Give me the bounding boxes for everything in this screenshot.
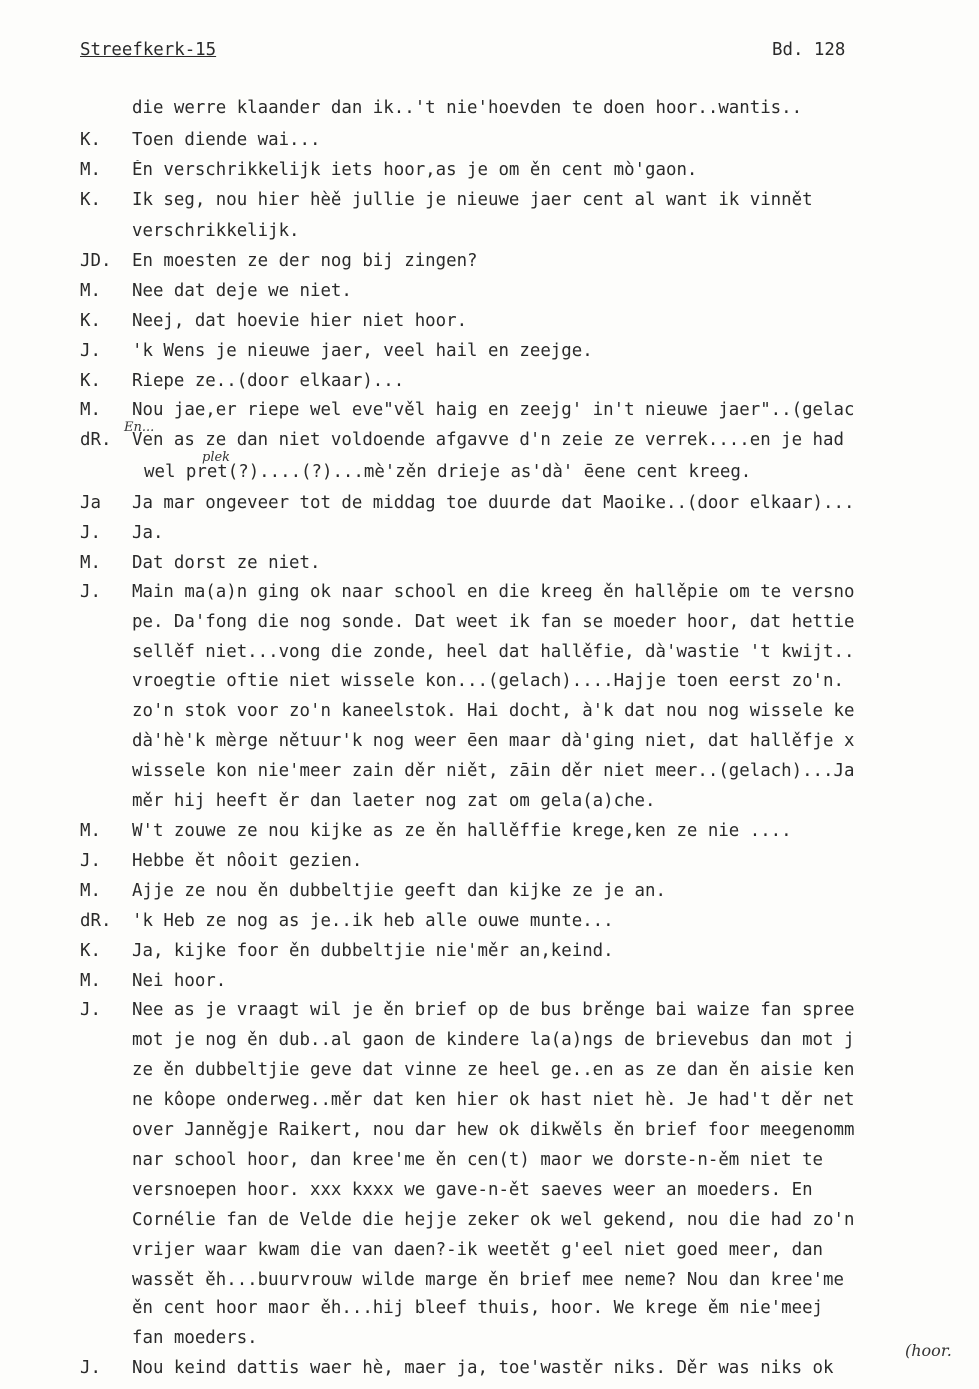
transcript-line [0, 821, 979, 851]
transcript-line [0, 1030, 979, 1060]
transcript-line [0, 371, 979, 401]
speaker-label: K. [80, 130, 101, 150]
utterance-text: Ja, kijke foor ěn dubbeltjie nie'měr an,keind. [132, 941, 614, 961]
speaker-label: M. [80, 281, 101, 301]
transcript-line [0, 582, 979, 612]
utterance-text: En moesten ze der nog bij zingen? [132, 251, 478, 271]
utterance-text: Nee dat deje we niet. [132, 281, 352, 301]
speaker-label: J. [80, 523, 101, 543]
transcript-line [0, 1060, 979, 1090]
utterance-text: zo'n stok voor zo'n kaneelstok. Hai docht, à'k dat nou nog wissele ke [132, 701, 855, 721]
transcript-line [0, 881, 979, 911]
handwritten-note-plek: plek [202, 450, 231, 465]
speaker-label: K. [80, 371, 101, 391]
transcript-line [0, 761, 979, 791]
transcript-line [0, 1298, 979, 1328]
handwritten-note-en: En... [124, 420, 155, 435]
utterance-text: měr hij heeft ěr dan laeter nog zat om gela(a)che. [132, 791, 656, 811]
speaker-label: M. [80, 821, 101, 841]
utterance-text: wissele kon nie'meer zain děr niět, zāin děr niet meer..(gelach)...Ja [132, 761, 855, 781]
utterance-text: Nei hoor. [132, 971, 227, 991]
speaker-label: J. [80, 851, 101, 871]
transcript-line [0, 1150, 979, 1180]
utterance-text: Main ma(a)n ging ok naar school en die kreeg ěn hallěpie om te versno [132, 582, 855, 602]
utterance-text: over Janněgje Raikert, nou dar hew ok dikwěls ěn brief foor meegenomm [132, 1120, 855, 1140]
utterance-text: Nee as je vraagt wil je ěn brief op de bus brěnge bai waize fan spree [132, 1000, 855, 1020]
utterance-text: Ik seg, nou hier hèě jullie je nieuwe jaer cent al want ik vinnět [132, 190, 813, 210]
speaker-label: M. [80, 971, 101, 991]
transcript-line [0, 1358, 979, 1388]
speaker-label: K. [80, 941, 101, 961]
speaker-label: JD. [80, 251, 112, 271]
transcript-line [0, 851, 979, 881]
transcript-line [0, 160, 979, 190]
utterance-text: Ěn verschrikkelijk iets hoor,as je om ěn cent mò'gaon. [132, 160, 698, 180]
transcript-line [0, 462, 979, 492]
document-title: Streefkerk-15 [80, 40, 217, 60]
utterance-text: Ja. [132, 523, 164, 543]
utterance-text: Toen diende wai... [132, 130, 321, 150]
speaker-label: J. [80, 582, 101, 602]
transcript-line [0, 1180, 979, 1210]
transcript-line [0, 671, 979, 701]
transcript-line [0, 642, 979, 672]
transcript-line [0, 941, 979, 971]
utterance-text: mot je nog ěn dub..al gaon de kindere la(a)ngs de brievebus dan mot j [132, 1030, 855, 1050]
transcript-line [0, 1210, 979, 1240]
transcript-line [0, 1000, 979, 1030]
transcript-line [0, 1270, 979, 1300]
utterance-text: nar school hoor, dan kree'me ěn cen(t) maor we dorste-n-ěm niet te [132, 1150, 824, 1170]
speaker-label: dR. [80, 430, 112, 450]
transcript-line [0, 190, 979, 220]
utterance-text: Dat dorst ze niet. [132, 553, 321, 573]
speaker-label: M. [80, 553, 101, 573]
utterance-text: ěn cent hoor maor ěh...hij bleef thuis, hoor. We krege ěm nie'meej [132, 1298, 824, 1318]
transcript-line [0, 251, 979, 281]
transcript-line [0, 911, 979, 941]
utterance-text: Nou keind dattis waer hè, maer ja, toe'wastěr niks. Děr was niks ok [132, 1358, 834, 1378]
speaker-label: Ja [80, 493, 101, 513]
utterance-text: wassět ěh...buurvrouw wilde marge ěn brief mee neme? Nou dan kree'me [132, 1270, 844, 1290]
transcript-line [0, 1120, 979, 1150]
speaker-label: M. [80, 400, 101, 420]
utterance-text: 'k Heb ze nog as je..ik heb alle ouwe munte... [132, 911, 614, 931]
transcript-line [0, 341, 979, 371]
utterance-text: Nou jae,er riepe wel eve"věl haig en zeejg' in't nieuwe jaer"..(gelac [132, 400, 855, 420]
utterance-text: Hebbe ět nôoit gezien. [132, 851, 363, 871]
transcript-line [0, 311, 979, 341]
utterance-text: versnoepen hoor. xxx kxxx we gave-n-ět saeves weer an moeders. En [132, 1180, 813, 1200]
transcript-line [0, 553, 979, 583]
utterance-text: Cornélie fan de Velde die hejje zeker ok wel gekend, nou die had zo'n [132, 1210, 855, 1230]
utterance-text: dà'hè'k mèrge nětuur'k nog weer ēen maar dà'ging niet, dat hallěfje x [132, 731, 855, 751]
transcript-line [0, 1090, 979, 1120]
transcript-line [0, 791, 979, 821]
speaker-label: dR. [80, 911, 112, 931]
utterance-text: vrijer waar kwam die van daen?-ik weetět g'eel niet goed meer, dan [132, 1240, 824, 1260]
utterance-text: Ajje ze nou ěn dubbeltjie geeft dan kijke ze je an. [132, 881, 666, 901]
utterance-text: Riepe ze..(door elkaar)... [132, 371, 405, 391]
utterance-text: 'k Wens je nieuwe jaer, veel hail en zeejge. [132, 341, 593, 361]
speaker-label: M. [80, 881, 101, 901]
transcript-line [0, 701, 979, 731]
utterance-text: Ja mar ongeveer tot de middag toe duurde dat Maoike..(door elkaar)... [132, 493, 855, 513]
speaker-label: J. [80, 1358, 101, 1378]
utterance-text: fan moeders. [132, 1328, 258, 1348]
page-number: Bd. 128 [772, 40, 846, 60]
speaker-label: J. [80, 1000, 101, 1020]
transcript-line [0, 971, 979, 1001]
handwritten-note-hoor: (hoor. [905, 1341, 952, 1360]
utterance-text: verschrikkelijk. [132, 221, 300, 241]
utterance-text: die werre klaander dan ik..'t nie'hoevden te doen hoor..wantis.. [132, 98, 803, 118]
utterance-text: ne kôope onderweg..měr dat ken hier ok hast niet hè. Je had't děr net [132, 1090, 855, 1110]
transcript-line [0, 493, 979, 523]
transcript-line [0, 281, 979, 311]
utterance-text: wel pret(?)....(?)...mè'zěn drieje as'dà' ēene cent kreeg. [144, 462, 752, 482]
transcript-line [0, 221, 979, 251]
transcript-line [0, 612, 979, 642]
transcript-line [0, 523, 979, 553]
utterance-text: Ven as ze dan niet voldoende afgavve d'n zeie ze verrek....en je had [132, 430, 844, 450]
speaker-label: K. [80, 311, 101, 331]
utterance-text: vroegtie oftie niet wissele kon...(gelach)....Hajje toen eerst zo'n. [132, 671, 844, 691]
transcript-line [0, 1328, 979, 1358]
utterance-text: sellěf niet...vong die zonde, heel dat hallěfie, dà'wastie 't kwijt.. [132, 642, 855, 662]
transcript-line [0, 731, 979, 761]
utterance-text: pe. Da'fong die nog sonde. Dat weet ik fan se moeder hoor, dat hettie [132, 612, 855, 632]
speaker-label: M. [80, 160, 101, 180]
transcript-line [0, 98, 979, 128]
speaker-label: K. [80, 190, 101, 210]
transcript-line [0, 1240, 979, 1270]
utterance-text: Neej, dat hoevie hier niet hoor. [132, 311, 468, 331]
utterance-text: ze ěn dubbeltjie geve dat vinne ze heel ge..en as ze dan ěn aisie ken [132, 1060, 855, 1080]
utterance-text: W't zouwe ze nou kijke as ze ěn hallěffie krege,ken ze nie .... [132, 821, 792, 841]
transcript-line [0, 130, 979, 160]
speaker-label: J. [80, 341, 101, 361]
